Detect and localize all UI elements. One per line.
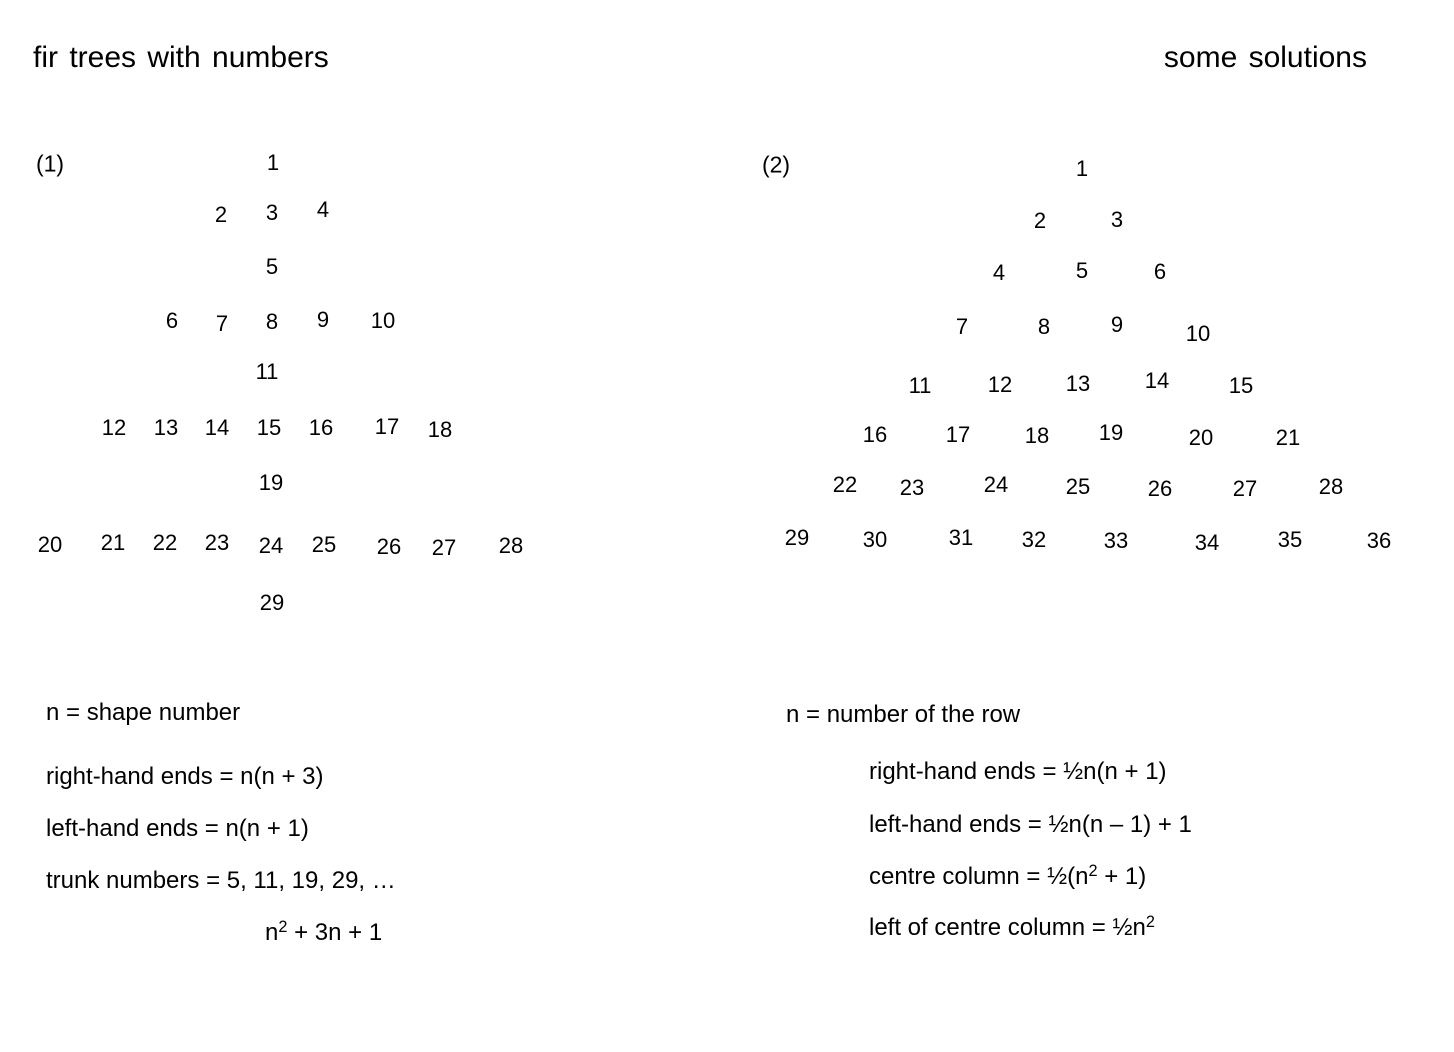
solutions-title: some solutions — [1163, 41, 1367, 74]
tree-number-20: 20 — [1188, 425, 1214, 450]
tree-number-35: 35 — [1277, 527, 1303, 552]
tree-number-26: 26 — [376, 534, 402, 559]
tree-number-21: 21 — [1275, 425, 1301, 450]
tree-number-14: 14 — [1144, 368, 1170, 393]
tree-number-22: 22 — [152, 530, 178, 555]
tree-number-34: 34 — [1194, 530, 1220, 555]
formula-superscript: 2 — [278, 917, 288, 936]
tree-number-12: 12 — [987, 372, 1013, 397]
tree-number-27: 27 — [1232, 476, 1258, 501]
tree-number-16: 16 — [862, 422, 888, 447]
tree-number-16: 16 — [308, 415, 334, 440]
tree-number-4: 4 — [992, 260, 1006, 285]
tree-number-25: 25 — [1065, 474, 1091, 499]
note-right-right-hand-ends: right-hand ends = ½n(n + 1) — [869, 758, 1167, 785]
tree-number-29: 29 — [784, 525, 810, 550]
tree-number-2: 2 — [1033, 208, 1047, 233]
formula-rest: + 3n + 1 — [287, 919, 383, 946]
centre-column-superscript: 2 — [1088, 861, 1098, 880]
tree1-label: (1) — [35, 150, 65, 177]
tree-number-26: 26 — [1147, 476, 1173, 501]
tree-number-8: 8 — [1037, 314, 1051, 339]
tree-number-20: 20 — [37, 532, 63, 557]
tree-number-19: 19 — [258, 470, 284, 495]
tree-number-10: 10 — [1185, 321, 1211, 346]
tree-number-25: 25 — [311, 532, 337, 557]
tree-number-22: 22 — [832, 472, 858, 497]
tree-number-6: 6 — [1153, 259, 1167, 284]
tree-number-32: 32 — [1021, 527, 1047, 552]
left-of-centre-pre: left of centre column = ½n — [869, 914, 1146, 941]
note-right-n-definition: n = number of the row — [786, 701, 1021, 728]
tree-number-1: 1 — [266, 150, 280, 175]
tree-number-29: 29 — [259, 590, 285, 615]
tree-number-28: 28 — [1318, 474, 1344, 499]
note-left-right-hand-ends: right-hand ends = n(n + 3) — [46, 763, 324, 790]
formula-base: n — [265, 919, 279, 946]
tree-number-24: 24 — [983, 472, 1009, 497]
note-left-left-hand-ends: left-hand ends = n(n + 1) — [46, 815, 309, 842]
page-title: fir trees with numbers — [33, 41, 329, 74]
tree-number-10: 10 — [370, 308, 396, 333]
tree-number-12: 12 — [101, 415, 127, 440]
tree-number-27: 27 — [431, 535, 457, 560]
tree-number-13: 13 — [153, 415, 179, 440]
centre-column-pre: centre column = ½(n — [869, 863, 1089, 890]
tree-number-18: 18 — [1024, 423, 1050, 448]
tree-number-9: 9 — [1110, 312, 1124, 337]
note-right-centre-column — [869, 863, 1146, 892]
tree-number-11: 11 — [255, 359, 279, 384]
tree-number-5: 5 — [265, 254, 279, 279]
tree-number-6: 6 — [165, 308, 179, 333]
note-left-quadratic-formula — [265, 919, 382, 948]
tree-number-23: 23 — [899, 475, 925, 500]
tree-number-18: 18 — [427, 417, 453, 442]
tree-number-15: 15 — [1228, 373, 1254, 398]
note-right-left-hand-ends: left-hand ends = ½n(n – 1) + 1 — [869, 811, 1192, 838]
note-left-trunk-numbers: trunk numbers = 5, 11, 19, 29, … — [46, 867, 396, 894]
note-right-left-of-centre-column — [869, 914, 1155, 943]
tree-number-11: 11 — [908, 373, 932, 398]
tree-number-19: 19 — [1098, 420, 1124, 445]
left-of-centre-superscript: 2 — [1145, 912, 1155, 931]
tree-number-36: 36 — [1366, 528, 1392, 553]
tree-number-5: 5 — [1075, 258, 1089, 283]
tree-number-28: 28 — [498, 533, 524, 558]
tree-number-14: 14 — [204, 415, 230, 440]
tree-number-3: 3 — [265, 200, 279, 225]
tree-number-17: 17 — [945, 422, 971, 447]
tree-number-30: 30 — [862, 527, 888, 552]
tree-number-8: 8 — [265, 309, 279, 334]
tree-number-17: 17 — [374, 414, 400, 439]
tree-number-21: 21 — [100, 530, 126, 555]
tree-number-7: 7 — [955, 314, 969, 339]
note-left-n-definition: n = shape number — [46, 699, 241, 726]
tree-number-31: 31 — [948, 525, 974, 550]
tree-number-7: 7 — [215, 311, 229, 336]
tree-number-24: 24 — [258, 533, 284, 558]
tree-number-9: 9 — [316, 307, 330, 332]
tree-number-1: 1 — [1075, 156, 1089, 181]
tree-number-15: 15 — [256, 415, 282, 440]
tree-number-2: 2 — [214, 202, 228, 227]
tree2-label: (2) — [761, 151, 791, 178]
tree-number-3: 3 — [1110, 207, 1124, 232]
tree-number-23: 23 — [204, 530, 230, 555]
centre-column-post: + 1) — [1097, 863, 1147, 890]
tree-number-33: 33 — [1103, 528, 1129, 553]
tree-number-13: 13 — [1065, 371, 1091, 396]
tree-number-4: 4 — [316, 197, 330, 222]
